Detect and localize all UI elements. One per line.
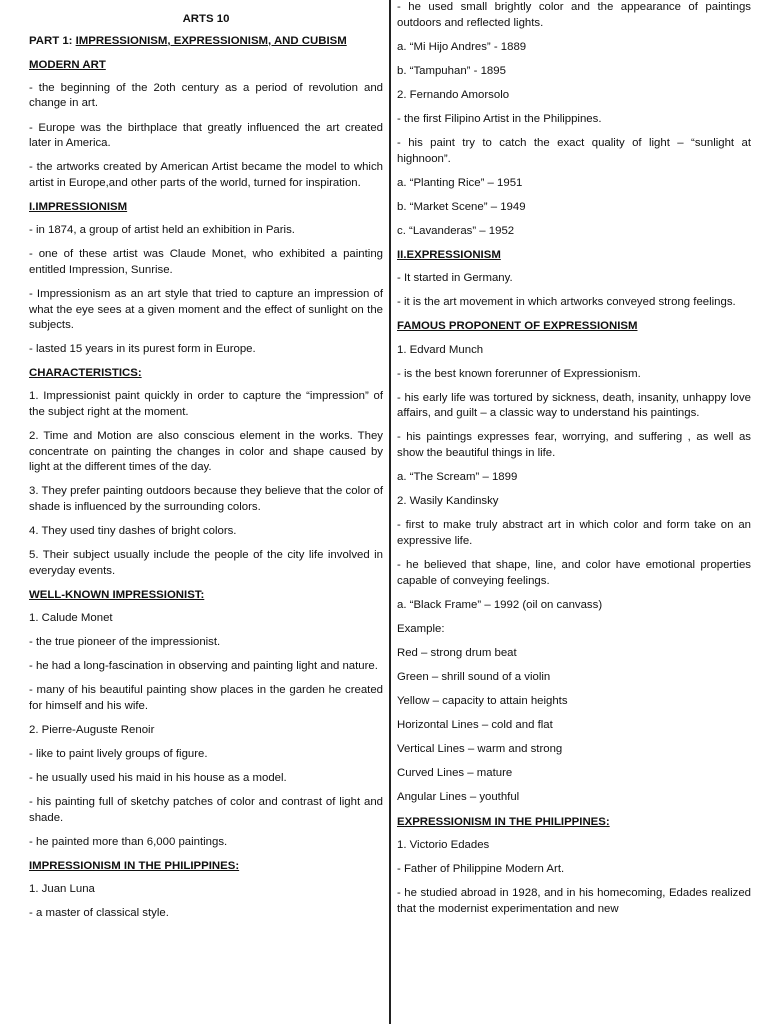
paragraph: - Europe was the birthplace that greatly influenced the art created later in America. — [29, 121, 383, 150]
paragraph: 1. Edvard Munch — [397, 343, 484, 356]
part-topic: IMPRESSIONISM, EXPRESSIONISM, AND CUBISM — [75, 34, 347, 47]
paragraph: 1. Juan Luna — [29, 883, 95, 896]
paragraph: - he believed that shape, line, and color have emotional properties capable of conveying feelings. — [397, 559, 751, 587]
paragraph: - he painted more than 6,000 paintings. — [29, 836, 228, 849]
paragraph: - It started in Germany. — [397, 272, 513, 285]
paragraph: - he studied abroad in 1928, and in his homecoming, Edades realized that the modernist experimentation and new — [397, 886, 751, 915]
paragraph: - a master of classical style. — [29, 907, 169, 920]
document-title: ARTS 10 — [182, 13, 230, 25]
paragraph: 2. Fernando Amorsolo — [397, 88, 510, 101]
paragraph: a. “Mi Hijo Andres” - 1889 — [397, 40, 527, 53]
right-column-body — [397, 0, 751, 917]
column-divider — [389, 0, 391, 1024]
paragraph: - his painting full of sketchy patches of color and contrast of light and shade. — [29, 796, 383, 824]
paragraph: Angular Lines – youthful — [397, 791, 520, 804]
section-heading: WELL-KNOWN IMPRESSIONIST: — [29, 588, 205, 601]
section-heading: FAMOUS PROPONENT OF EXPRESSIONISM — [397, 320, 638, 333]
paragraph: - lasted 15 years in its purest form in Europe. — [29, 343, 256, 356]
paragraph: - the true pioneer of the impressionist. — [29, 636, 221, 649]
section-heading: II.EXPRESSIONISM — [397, 249, 501, 262]
paragraph: Curved Lines – mature — [397, 767, 513, 780]
paragraph: 1. Victorio Edades — [397, 838, 490, 851]
paragraph: 4. They used tiny dashes of bright colors. — [29, 525, 237, 538]
paragraph: - is the best known forerunner of Expressionism. — [397, 367, 641, 380]
paragraph: - his early life was tortured by sickness, death, insanity, unhappy love affairs, and guilt – a classic way to understand his paintings. — [397, 391, 751, 420]
paragraph: - first to make truly abstract art in which color and form take on an expressive life. — [397, 519, 751, 547]
paragraph: - the beginning of the 2oth century as a period of revolution and change in art. — [29, 81, 383, 110]
paragraph: - he usually used his maid in his house as a model. — [29, 772, 287, 785]
paragraph: - Father of Philippine Modern Art. — [397, 862, 565, 875]
paragraph: 1. Calude Monet — [29, 612, 113, 625]
paragraph: Green – shrill sound of a violin — [397, 671, 551, 683]
paragraph: - his paintings expresses fear, worrying, and suffering , as well as show the beautiful things in life. — [397, 431, 751, 460]
paragraph: 3. They prefer painting outdoors because they believe that the color of shade is influenced by the surrounding colors. — [29, 485, 383, 514]
paragraph: a. “The Scream” – 1899 — [397, 471, 518, 484]
section-heading: EXPRESSIONISM IN THE PHILIPPINES: — [397, 815, 610, 828]
paragraph: 2. Wasily Kandinsky — [397, 495, 499, 508]
paragraph: Horizontal Lines – cold and flat — [397, 719, 553, 732]
paragraph: b. “Market Scene” – 1949 — [397, 200, 526, 213]
paragraph: - his paint try to catch the exact quality of light – “sunlight at highnoon”. — [397, 137, 751, 165]
part-heading — [29, 34, 383, 50]
paragraph: - it is the art movement in which artworks conveyed strong feelings. — [397, 296, 736, 309]
paragraph: 5. Their subject usually include the people of the city life involved in everyday events. — [29, 549, 383, 577]
left-column-body — [29, 58, 383, 922]
section-heading: IMPRESSIONISM IN THE PHILIPPINES: — [29, 860, 240, 873]
paragraph: - he had a long-fascination in observing and painting light and nature. — [29, 660, 378, 673]
right-column — [397, 0, 751, 926]
paragraph: Vertical Lines – warm and strong — [397, 743, 563, 756]
paragraph: c. “Lavanderas” – 1952 — [397, 224, 515, 237]
paragraph: - like to paint lively groups of figure. — [29, 748, 208, 761]
paragraph: - one of these artist was Claude Monet, who exhibited a painting entitled Impression, Sunrise. — [29, 248, 383, 276]
paragraph: - many of his beautiful painting show places in the garden he created for himself and his wife. — [29, 684, 383, 712]
section-heading: CHARACTERISTICS: — [29, 367, 142, 380]
paragraph: Red – strong drum beat — [397, 646, 517, 659]
paragraph: - in 1874, a group of artist held an exhibition in Paris. — [29, 224, 295, 237]
paragraph: - the artworks created by American Artist became the model to which artist in Europe,and other parts of the world, turned for inspiration. — [29, 161, 383, 189]
paragraph: - he used small brightly color and the appearance of paintings outdoors and reflected lights. — [397, 1, 751, 29]
paragraph: - Impressionism as an art style that tried to capture an impression of what the eye sees at a given moment and the effect of sunlight on the subjects. — [29, 287, 383, 332]
part-prefix: PART 1: — [29, 34, 76, 47]
paragraph: Yellow – capacity to attain heights — [397, 695, 568, 708]
paragraph: 1. Impressionist paint quickly in order to capture the “impression” of the subject right at the moment. — [29, 390, 383, 419]
paragraph: 2. Pierre-Auguste Renoir — [29, 724, 155, 737]
paragraph: a. “Black Frame” – 1992 (oil on canvass) — [397, 598, 603, 611]
left-column — [29, 0, 383, 931]
section-heading: I.IMPRESSIONISM — [29, 200, 128, 213]
section-heading: MODERN ART — [29, 58, 106, 71]
paragraph: b. “Tampuhan” - 1895 — [397, 64, 506, 77]
paragraph: 2. Time and Motion are also conscious element in the works. They concentrate on painting the changes in color and shape caused by light at the different times of the day. — [29, 430, 383, 474]
paragraph: a. “Planting Rice” – 1951 — [397, 176, 523, 189]
paragraph: - the first Filipino Artist in the Philippines. — [397, 112, 602, 125]
paragraph: Example: — [397, 622, 445, 635]
